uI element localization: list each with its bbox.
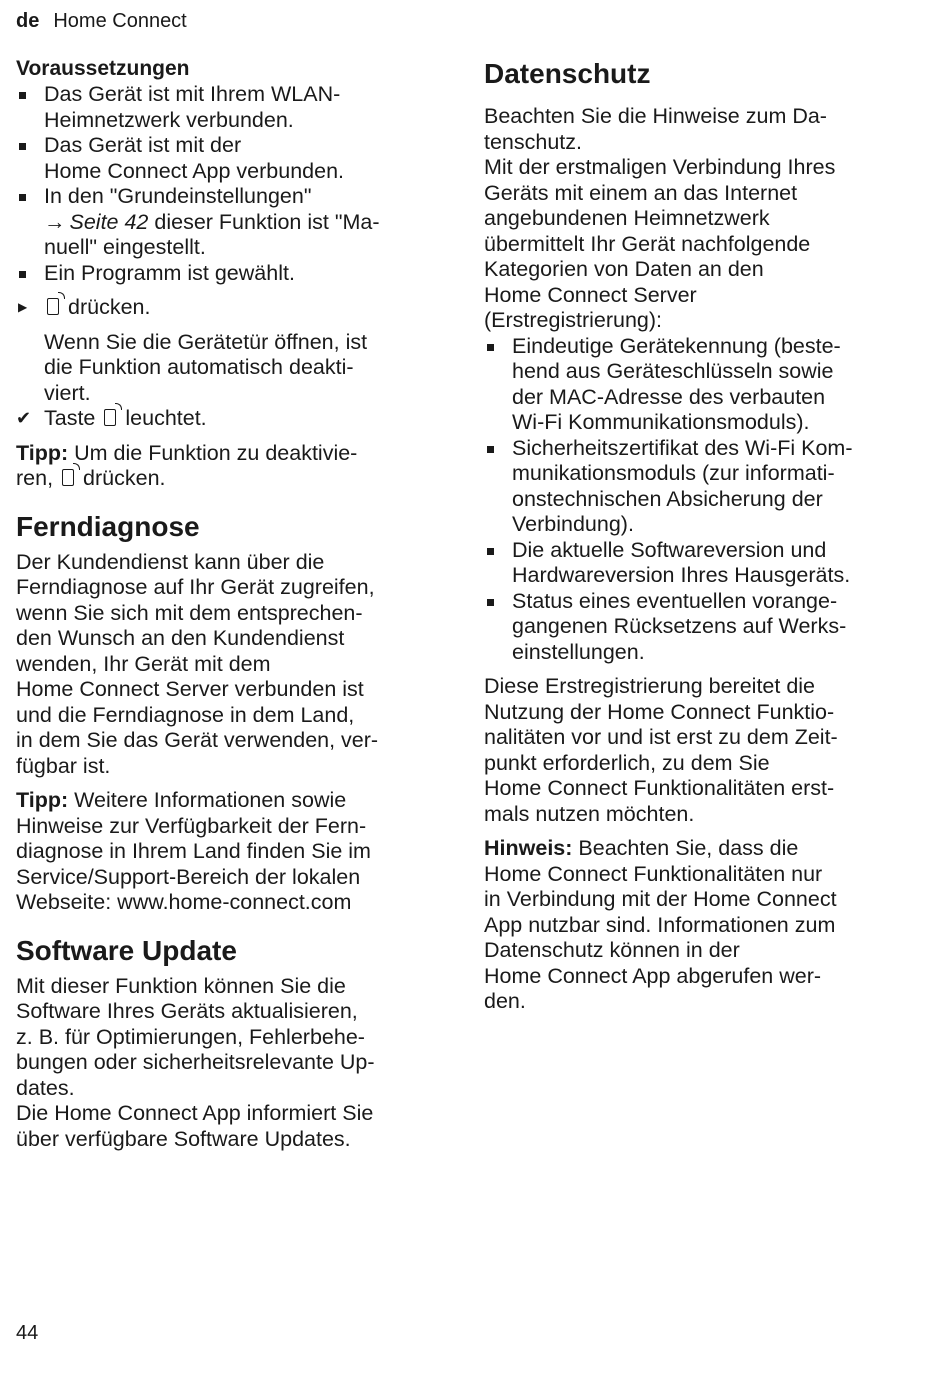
list-item: Eindeutige Gerätekennung (beste- hend aus Geräteschlüsseln sowie der MAC-Adresse des verbauten Wi-Fi Kommunikationsmoduls). [484,334,924,436]
list-item: Das Gerät ist mit Ihrem WLAN- Heimnetzwerk verbunden. [16,82,446,133]
remote-start-button-icon [62,469,74,486]
datenschutz-intro: Beachten Sie die Hinweise zum Da- tenschutz. [484,104,827,154]
list-item: In den "Grundeinstellungen" → Seite 42 dieser Funktion ist "Ma- nuell" eingestellt. [16,184,446,261]
right-column [484,56,924,1015]
list-item: Sicherheitszertifikat des Wi-Fi Kom- munikationsmoduls (zur informati- onstechnischen Absicherung der Verbindung). [484,436,924,538]
data-categories-list [484,334,924,666]
tip-paragraph: Tipp: Um die Funktion zu deaktivie- ren, drücken. [16,440,358,490]
checkmark-icon: ✔ [16,408,32,428]
left-column [16,56,446,1152]
action-step: ▶ drücken. Wenn Sie die Gerätetür öffnen, ist die Funktion automatisch deakti- viert. [16,295,446,406]
software-update-paragraph: Mit dieser Funktion können Sie die Software Ihres Geräts aktualisieren, z. B. für Optimierungen, Fehlerbehe- bungen oder sicherheitsrelevante Up- dates. Die Home Connect App informiert Sie über verfügbare Software Updates. [16,973,375,1151]
section-heading-ferndiagnose: Ferndiagnose [16,510,200,542]
tip-label: Tipp: [16,440,69,465]
header-title: Home Connect [53,10,187,32]
remote-start-button-icon [47,298,59,315]
registration-paragraph: Diese Erstregistrierung bereitet die Nutzung der Home Connect Funktio- nalitäten vor und ist erst zu dem Zeit- punkt erforderlich, zu dem Sie Home Connect Funktionalitäten erst- mals nutzen möchten. [484,674,838,826]
list-item: Status eines eventuellen vorange- gangenen Rücksetzens auf Werks- einstellungen. [484,589,924,666]
note-paragraph: Hinweis: Beachten Sie, dass die Home Connect Funktionalitäten nur in Verbindung mit der Home Connect App nutzbar sind. Informationen zum Datenschutz können in der Home Connect App abgerufen wer- den. [484,836,837,1013]
list-item: Die aktuelle Softwareversion und Hardwareversion Ihres Hausgeräts. [484,538,924,589]
prerequisites-list [16,82,446,286]
tip-label: Tipp: [16,788,69,812]
arrow-right-icon: → [44,209,66,234]
prerequisites-heading: Voraussetzungen [16,57,190,80]
ferndiagnose-paragraph: Der Kundendienst kann über die Ferndiagnose auf Ihr Gerät zugreifen, wenn Sie sich mit dem entsprechen- den Wunsch an den Kundendienst wenden, Ihr Gerät mit dem Home Connect Server verbunden ist und die Ferndiagnose in dem Land, in dem Sie das Gerät verwenden, ver- fügbar ist. [16,549,379,778]
list-item: Das Gerät ist mit der Home Connect App verbunden. [16,133,446,184]
page-number: 44 [16,1322,39,1344]
note-label: Hinweis: [484,836,573,860]
remote-start-button-icon [104,409,116,426]
ferndiagnose-tip: Tipp: Weitere Informationen sowie Hinweise zur Verfügbarkeit der Fern- diagnose in Ihrem Land finden Sie im Service/Support-Bereich der lokalen Webseite: www.home-connect.com [16,788,371,914]
datenschutz-paragraph: Mit der erstmaligen Verbindung Ihres Geräts mit einem an das Internet angebundenen Heimnetzwerk übermittelt Ihr Gerät nachfolgende Kategorien von Daten an den Home Connect Server (Erstregistrierung): [484,155,836,332]
section-heading-software-update: Software Update [16,934,237,966]
page-reference-link[interactable]: Seite 42 [69,209,149,234]
triangle-right-icon: ▶ [18,300,28,314]
list-item: Ein Programm ist gewählt. [16,261,446,287]
page-header [16,8,187,34]
section-heading-datenschutz: Datenschutz [484,58,651,89]
step-result: ✔ Taste leuchtet. [16,406,207,430]
language-code: de [16,10,40,32]
step-note: Wenn Sie die Gerätetür öffnen, ist die Funktion automatisch deakti- viert. [44,329,368,405]
